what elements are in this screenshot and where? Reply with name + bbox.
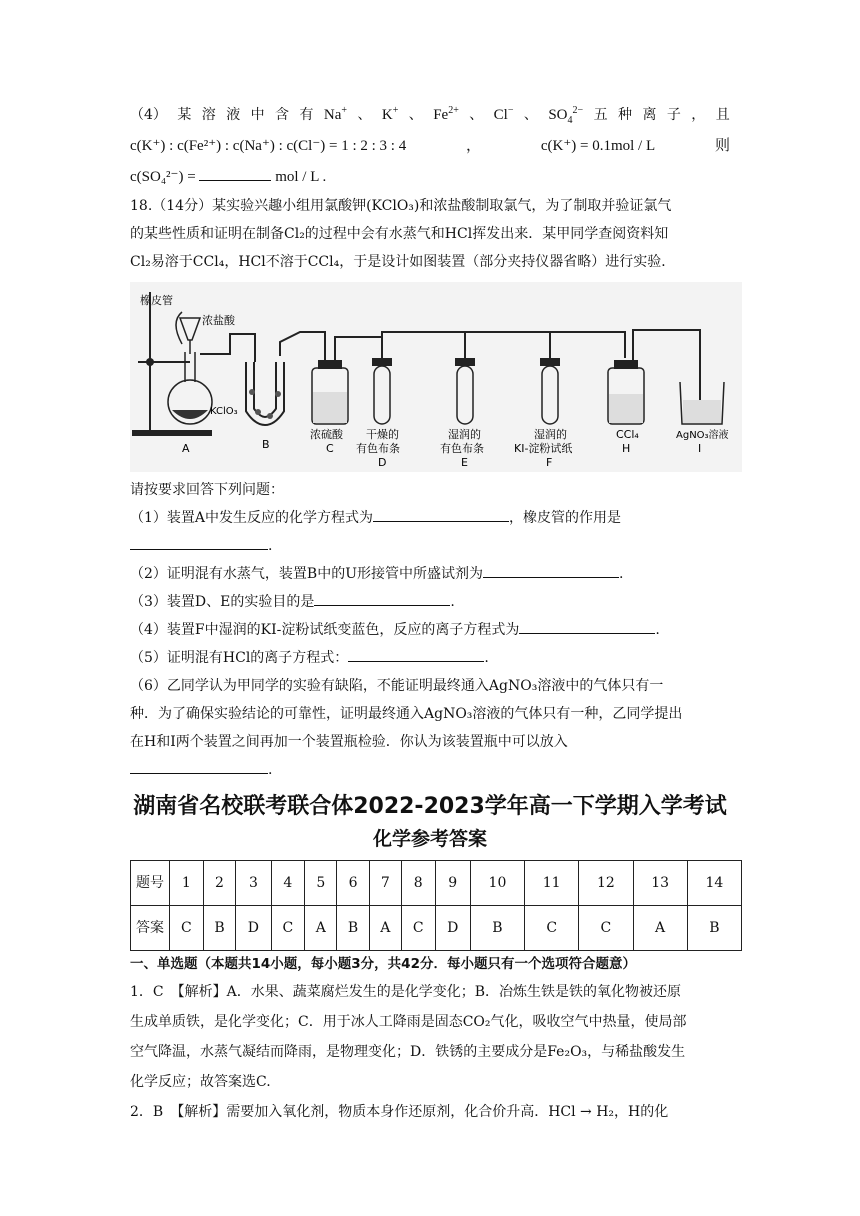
- row-header-answer: 答案: [131, 906, 170, 951]
- label-f: F: [546, 456, 553, 469]
- kclo3-label: KClO₃: [210, 406, 238, 417]
- row-header-number: 题号: [131, 861, 170, 906]
- table-row-answers: 答案 C B D C A B A C D B C C A B: [131, 906, 742, 951]
- q18-6-cont: .: [130, 756, 730, 784]
- q18-line3: Cl₂易溶于CCl₄，HCl不溶于CCl₄，于是设计如图装置（部分夹持仪器省略）进行实验．: [130, 254, 676, 270]
- apparatus-figure: [130, 282, 742, 472]
- label-d: D: [378, 456, 387, 469]
- q18-prompt: 请按要求回答下列问题：: [130, 482, 284, 498]
- label-d-desc2: 有色布条: [356, 442, 400, 455]
- document-page: [130, 100, 730, 1127]
- answer-blank-5[interactable]: [348, 645, 484, 662]
- label-e: E: [461, 456, 468, 469]
- label-c-desc: 浓硫酸: [310, 428, 343, 441]
- answer-table: [130, 860, 742, 951]
- label-i-desc: AgNO₃溶液: [676, 430, 729, 441]
- q18-4: （4）装置F中湿润的KI-淀粉试纸变蓝色，反应的离子方程式为 .: [130, 616, 730, 644]
- label-b: B: [262, 438, 270, 451]
- label-i: I: [698, 442, 702, 455]
- q17-4-line1: （4） 某 溶 液 中 含 有 Na+ 、 K+ 、 $Fe^{2+}$ 、 Cl− 、 $SO_4^{2-}$ 五 种 离 子 ， 且: [130, 105, 730, 126]
- ratio-equation: c(K⁺) : c(Fe²⁺) : c(Na⁺) : c(Cl⁻) = 1 : 2 : 3 : 4: [130, 138, 407, 154]
- label-f-desc1: 湿润的: [534, 428, 567, 441]
- apparatus-diagram: [130, 282, 742, 472]
- q18-2: （2）证明混有水蒸气，装置B中的U形接管中所盛试剂为 .: [130, 560, 730, 588]
- label-f-desc2: KI-淀粉试纸: [514, 442, 573, 455]
- q17-4-line3: c(SO₄²⁻) = mol / L .: [130, 162, 730, 192]
- q18-1-cont: .: [130, 532, 730, 560]
- answer-blank-6[interactable]: [130, 757, 268, 774]
- answer-subtitle: 化学参考答案: [372, 828, 487, 850]
- q18-6b: 种．为了确保实验结论的可靠性，证明最终通入AgNO₃溶液的气体只有一种，乙同学提出: [130, 706, 683, 722]
- q18-3: （3）装置D、E的实验目的是 .: [130, 588, 730, 616]
- q18-header: 18.（14分）某实验兴趣小组用氯酸钾(KClO₃)和浓盐酸制取氯气，为了制取并验证氯气: [130, 198, 672, 214]
- answer-title: 湖南省名校联考联合体2022-2023学年高一下学期入学考试: [133, 794, 727, 819]
- label-c: C: [326, 442, 334, 455]
- answer-blank-1a[interactable]: [373, 505, 509, 522]
- label-h: H: [622, 442, 631, 455]
- answer-blank-2[interactable]: [483, 561, 619, 578]
- explanation-1-line1: 1．C 【解析】A．水果、蔬菜腐烂发生的是化学变化；B．冶炼生铁是铁的氧化物被还原: [130, 984, 682, 1000]
- conc-hcl-label: 浓盐酸: [202, 314, 235, 327]
- label-h-desc: CCl₄: [616, 428, 639, 441]
- label-d-desc1: 干燥的: [366, 428, 399, 441]
- explanation-1-line2: 生成单质铁，是化学变化；C．用于冰人工降雨是固态CO₂气化，吸收空气中热量，使局部: [130, 1014, 687, 1030]
- explanation-1-line4: 化学反应；故答案选C.: [130, 1074, 271, 1090]
- label-e-desc2: 有色布条: [440, 442, 484, 455]
- rubber-tube-label: 橡皮管: [140, 294, 173, 307]
- answer-blank-3[interactable]: [314, 589, 450, 606]
- q18-line2: 的某些性质和证明在制备Cl₂的过程中会有水蒸气和HCl挥发出来．某甲同学查阅资料知: [130, 226, 669, 242]
- q18-6c: 在H和I两个装置之间再加一个装置瓶检验．你认为该装置瓶中可以放入: [130, 734, 568, 750]
- given-concentration: c(K⁺) = 0.1mol / L: [540, 138, 656, 154]
- label-e-desc1: 湿润的: [448, 428, 481, 441]
- section-heading: 一、单选题（本题共14小题，每小题3分，共42分．每小题只有一个选项符合题意）: [130, 956, 636, 972]
- answer-blank[interactable]: [199, 164, 271, 181]
- q18-6a: （6）乙同学认为甲同学的实验有缺陷，不能证明最终通入AgNO₃溶液中的气体只有一: [130, 678, 664, 694]
- q18-1: （1）装置A中发生反应的化学方程式为 ，橡皮管的作用是: [130, 504, 730, 532]
- q17-4-line2: c(K⁺) : c(Fe²⁺) : c(Na⁺) : c(Cl⁻) = 1 : 2 : 3 : 4 ， c(K⁺) = 0.1mol / L 则: [130, 130, 730, 162]
- explanation-2-line1: 2．B 【解析】需要加入氧化剂，物质本身作还原剂，化合价升高．HCl → H₂，H的化: [130, 1104, 669, 1120]
- answer-blank-4[interactable]: [519, 617, 655, 634]
- explanation-1-line3: 空气降温，水蒸气凝结而降雨，是物理变化；D．铁锈的主要成分是Fe₂O₃，与稀盐酸发生: [130, 1044, 686, 1060]
- table-row-numbers: 题号 1 2 3 4 5 6 7 8 9 10 11 12 13 14: [131, 861, 742, 906]
- label-a: A: [182, 442, 190, 455]
- answer-blank-1b[interactable]: [130, 533, 268, 550]
- q18-5: （5）证明混有HCl的离子方程式： .: [130, 644, 730, 672]
